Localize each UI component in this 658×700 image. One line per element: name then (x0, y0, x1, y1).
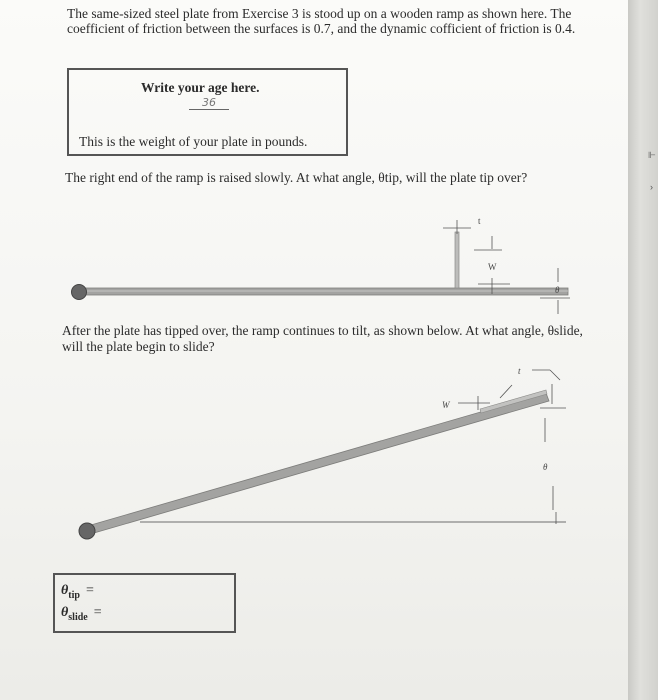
theta-symbol: θ (61, 583, 69, 598)
label-w-bottom: W (442, 400, 450, 410)
equals-sign: = (93, 605, 102, 620)
weight-note: This is the weight of your plate in pounds. (79, 134, 308, 149)
label-t-bottom: t (518, 366, 521, 376)
t-dim-slant (550, 370, 560, 380)
tilted-ramp-board (84, 393, 549, 535)
thickness-tick-bottom (500, 385, 512, 398)
equals-sign: = (85, 583, 94, 598)
adjacent-page-edge (628, 0, 658, 700)
problem-intro: The same-sized steel plate from Exercise 3 is stood up on a wooden ramp as shown here. The coefficient of friction between the surfaces is 0.7, and the dynamic cofficient of friction is 0.4. (67, 6, 576, 36)
standing-plate (455, 232, 459, 288)
question-slide-text: After the plate has tipped over, the ramp continues to tilt, as shown below. At what angle, θslide, will the plate begin to slide? (62, 323, 583, 354)
tilted-ramp-diagram (79, 366, 566, 539)
label-w-top: W (488, 262, 497, 272)
label-theta-top: θ (555, 285, 560, 295)
tip-subscript: tip (68, 589, 80, 601)
edge-mark: › (650, 182, 653, 192)
question-tip-text: The right end of the ramp is raised slowly. At what angle, θtip, will the plate tip over? (65, 170, 528, 185)
pivot-circle-top (72, 285, 87, 300)
theta-symbol: θ (61, 605, 69, 620)
flat-ramp-diagram (72, 216, 571, 314)
pivot-circle-bottom (79, 523, 95, 539)
edge-mark: ⊩ (648, 150, 656, 160)
age-label: Write your age here. (141, 80, 260, 95)
label-theta-bottom: θ (543, 462, 548, 472)
label-t-top: t (478, 216, 481, 226)
age-entry[interactable]: 36 (189, 97, 229, 110)
slide-subscript: slide (68, 611, 88, 623)
